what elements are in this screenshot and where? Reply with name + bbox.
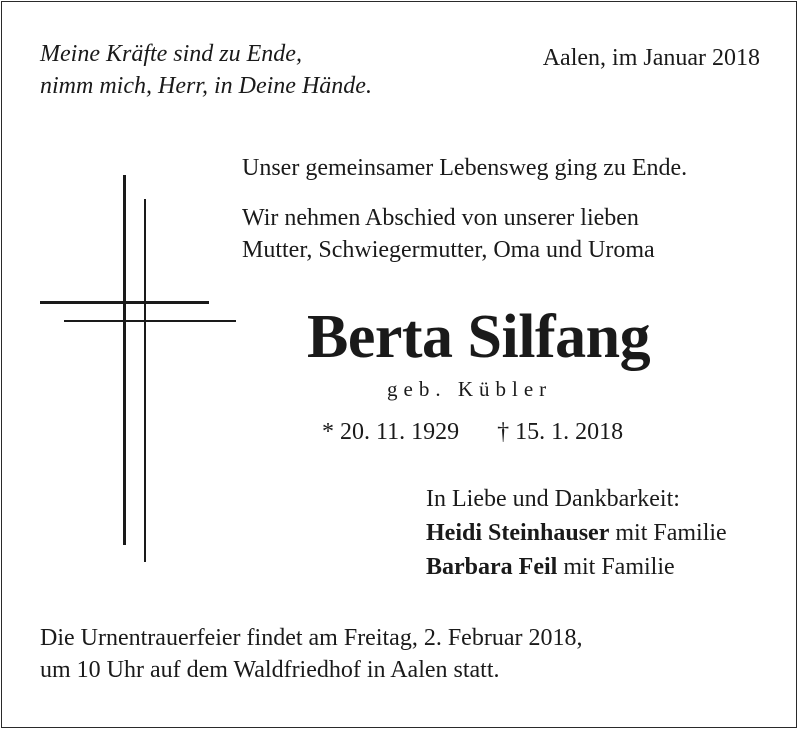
mourner-entry [426,550,727,584]
mourner-name: Heidi Steinhauser [426,520,610,546]
mourner-suffix: mit Familie [563,554,675,580]
death-date: 15. 1. 2018 [515,419,624,445]
birth-symbol: * [322,419,334,445]
mourner-suffix: mit Familie [615,520,727,546]
intro-line-2: Wir nehmen Abschied von unserer lieben [242,205,639,231]
mourners [426,482,727,584]
mourners-heading: In Liebe und Dankbarkeit: [426,486,680,512]
place-date: Aalen, im Januar 2018 [542,45,760,71]
service-info [40,622,582,686]
intro-line-3: Mutter, Schwiegermutter, Oma und Uroma [242,237,655,263]
mourner-name: Barbara Feil [426,554,558,580]
service-line-1: Die Urnentrauerfeier findet am Freitag, 2. Februar 2018, [40,625,583,651]
intro-line-1: Unser gemeinsamer Lebensweg ging zu Ende. [242,155,688,181]
death-symbol: † [497,419,510,445]
birth-name: geb. Kübler [387,377,553,401]
verse-line-2: nimm mich, Herr, in Deine Hände. [40,73,372,99]
verse-line-1: Meine Kräfte sind zu Ende, [40,41,302,67]
service-line-2: um 10 Uhr auf dem Waldfriedhof in Aalen statt. [40,657,500,683]
birth-date: 20. 11. 1929 [340,419,460,445]
life-dates [322,416,623,448]
mourner-entry [426,516,727,550]
deceased-name: Berta Silfang [307,303,651,371]
